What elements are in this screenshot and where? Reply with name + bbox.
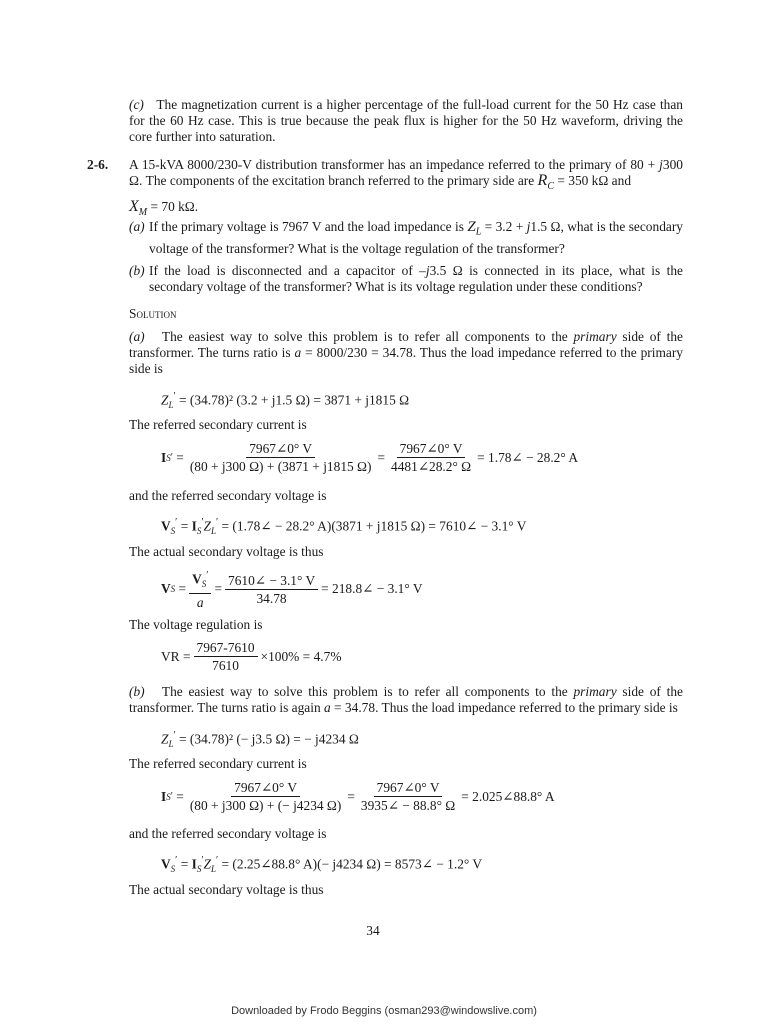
text-actual-voltage-a: The actual secondary voltage is thus [129,544,324,559]
problem-statement: A 15-kVA 8000/230-V distribution transformer has an impedance referred to the primary of 80 + j300 Ω. The components of the excitation branch referred to the primary side are $R_C = 350$ kΩ and $X_M = 70$ kΩ. [129,157,683,219]
equation-vs-actual-a: V S = $\frac{V_S'}{a}$ = $\frac{7610\angle - 3.1^\circ V}{34.78}$ = 218.8∠ − 3.1° V [161,570,423,611]
equation-vs-referred-b: $V_S' = I_S'Z_L'$ = (2.25∠88.8° A)(− j4234 Ω) = 8573∠ − 1.2° V [161,855,483,875]
part-c-paragraph [129,97,683,145]
text-voltage-regulation-a: The voltage regulation is [129,617,263,632]
download-footer: Downloaded by Frodo Beggins (osman293@windowslive.com) [231,1005,537,1017]
part-c-label: (c) [129,97,144,112]
equation-zl-referred-a: $Z_L' = (34.78)^2$ (3.2 + j1.5 Ω) = 3871 + j1815 Ω [161,391,410,411]
question-b: (b) If the load is disconnected and a capacitor of –j3.5 Ω is connected in its place, what is the secondary voltage of the transformer? What is its voltage regulation under these conditions? [129,263,683,294]
equation-is-referred-b: I S ′ = $\frac{7967\angle 0^\circ V}{(80 + j300 \Omega) + (- j4234 \Omega)}$ = $\frac{7967\angle 0^\circ V}{3935\angle - 88.8^\circ \Omega}$ = 2.025∠88.8° A [161,780,555,813]
problem-number: 2-6. [87,157,109,172]
part-c-text: The magnetization current is a higher percentage of the full-load current for the 50 Hz case than for the 60 Hz case. This is true because the peak flux is higher for the 50 Hz waveform, driving the core further into saturation. [129,97,683,144]
equation-is-referred-a: I S ′ = $\frac{7967\angle 0^\circ V}{(80 + j300 \Omega) + (3871 + j1815 \Omega)}$ = $\frac{7967\angle 0^\circ V}{4481\angle 28.2^\circ \Omega}$ = 1.78∠ − 28.2° A [161,441,578,474]
question-b-label: (b) [129,263,145,278]
text-actual-voltage-b: The actual secondary voltage is thus [129,882,324,897]
text-referred-voltage-b: and the referred secondary voltage is [129,826,327,841]
text-referred-current-a: The referred secondary current is [129,417,307,432]
solution-a-intro: (a) The easiest way to solve this problem is to refer all components to the primary side of the transformer. The turns ratio is a = 8000/230 = 34.78. Thus the load impedance referred to the primary side is [129,329,683,376]
equation-zl-referred-b: $Z_L' = (34.78)^2$ (− j3.5 Ω) = − j4234 Ω [161,730,359,750]
page-number: 34 [366,923,380,938]
solution-heading: Solution [129,306,177,321]
text-referred-voltage-a: and the referred secondary voltage is [129,488,327,503]
equation-voltage-regulation-a: VR = $\frac{7967-7610}{7610}$ ×100% = 4.7% [161,640,342,673]
question-a: (a) If the primary voltage is 7967 V and the load impedance is $Z_L = 3.2 + j1.5$ Ω, what is the secondary voltage of the transformer? What is the voltage regulation of the transformer? [129,219,683,256]
equation-vs-referred-a: $V_S' = I_S'Z_L'$ = (1.78∠ − 28.2° A)(3871 + j1815 Ω) = 7610∠ − 3.1° V [161,517,527,537]
text-referred-current-b: The referred secondary current is [129,756,307,771]
question-a-label: (a) [129,219,145,234]
solution-b-intro: (b) The easiest way to solve this problem is to refer all components to the primary side of the transformer. The turns ratio is again a = 34.78. Thus the load impedance referred to the primary side is [129,684,683,715]
